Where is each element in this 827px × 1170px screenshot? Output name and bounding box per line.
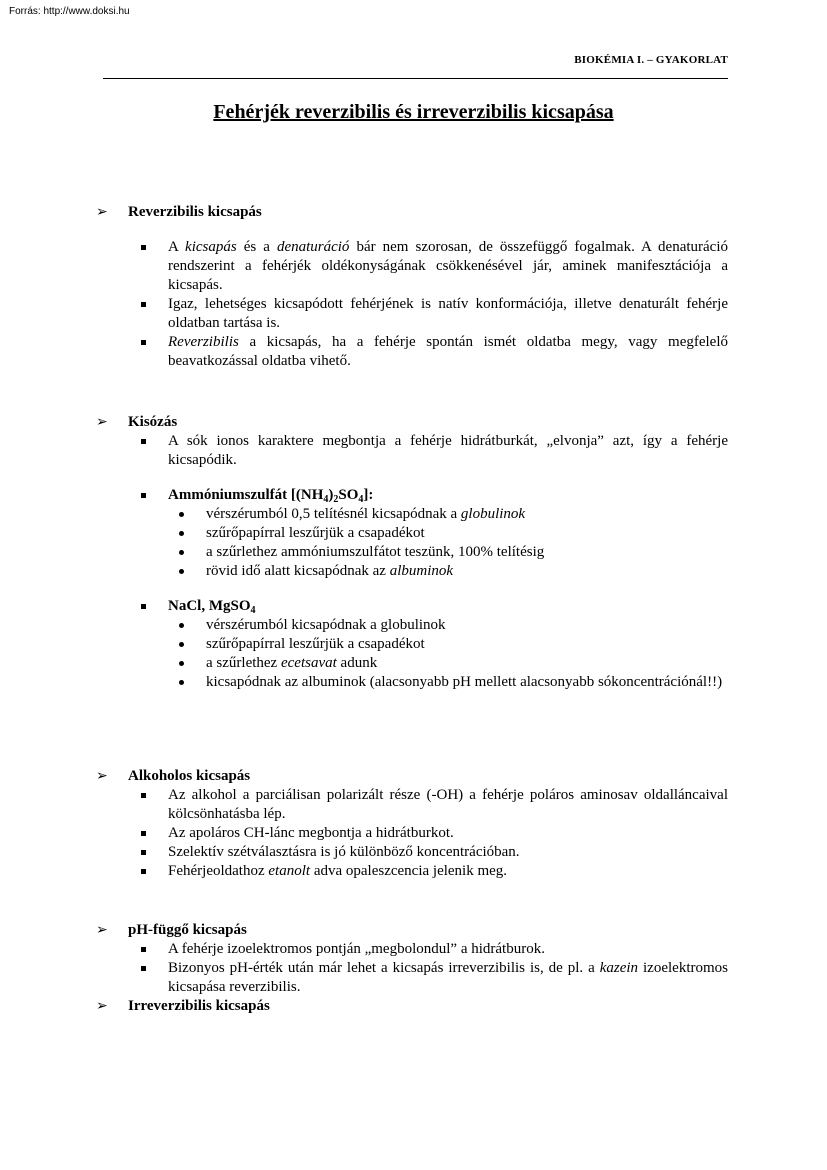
list-item: a szűrlethez ecetsavat adunk [96, 654, 728, 673]
list-item: A sók ionos karaktere megbontja a fehérje hidrátburkát, „elvonja” azt, így a fehérje kicsapódik. [96, 432, 728, 470]
subsection-title: Ammóniumszulfát $[(NH_4)_2SO_4]$: [168, 487, 374, 505]
section-heading: Kisózás [128, 414, 178, 430]
arrowhead-bullet-icon: ➢ [96, 205, 108, 220]
arrowhead-bullet-icon: ➢ [96, 923, 108, 938]
section-heading: pH-függő kicsapás [128, 922, 247, 938]
list-item: Az alkohol a parciálisan polarizált része (-OH) a fehérje poláros aminosav oldalláncaival kölcsönhatásba lép. [96, 786, 728, 824]
list-item: rövid idő alatt kicsapódnak az albuminok [96, 562, 728, 581]
list-item: Fehérjeoldathoz etanolt adva opaleszcencia jelenik meg. [96, 862, 728, 881]
list-item: Bizonyos pH-érték után már lehet a kicsapás irreverzibilis is, de pl. a kazein izoelektromos kicsapása reverzibilis. [96, 959, 728, 997]
list-item: szűrőpapírral leszűrjük a csapadékot [96, 524, 728, 543]
section-heading: Reverzibilis kicsapás [128, 204, 262, 220]
list-item: kicsapódnak az albuminok (alacsonyabb pH mellett alacsonyabb sókoncentrációnál!!) [96, 673, 728, 692]
section-reverzibilis [96, 203, 728, 371]
arrowhead-bullet-icon: ➢ [96, 415, 108, 430]
list-item: Reverzibilis a kicsapás, ha a fehérje spontán ismét oldatba megy, vagy megfelelő beavatkozással oldatba vihető. [96, 333, 728, 371]
subsection-ammoniumszulfat [96, 486, 728, 505]
section-alkoholos [96, 767, 728, 881]
list-item: A fehérje izoelektromos pontján „megbolondul” a hidrátburok. [96, 940, 728, 959]
subsection-title: NaCl, MgSO$_4$ [168, 598, 256, 616]
arrowhead-bullet-icon: ➢ [96, 999, 108, 1014]
section-ph [96, 921, 728, 1016]
list-item: vérszérumból 0,5 telítésnél kicsapódnak a globulinok [96, 505, 728, 524]
subsection-nacl [96, 597, 728, 616]
list-item: A kicsapás és a denaturáció bár nem szorosan, de összefüggő fogalmak. A denaturáció rendszerint a fehérjék oldékonyságának csökkenésével jár, aminek manifesztációja a kicsapás. [96, 238, 728, 295]
running-header: BIOKÉMIA I. – GYAKORLAT [574, 54, 728, 66]
list-item: a szűrlethez ammóniumszulfátot teszünk, 100% telítésig [96, 543, 728, 562]
list-item: Az apoláros CH-lánc megbontja a hidrátburkot. [96, 824, 728, 843]
section-heading: Alkoholos kicsapás [128, 768, 251, 784]
section-heading: Irreverzibilis kicsapás [128, 998, 270, 1014]
arrowhead-bullet-icon: ➢ [96, 769, 108, 784]
page-title: Fehérjék reverzibilis és irreverzibilis kicsapása [213, 101, 614, 123]
list-item: szűrőpapírral leszűrjük a csapadékot [96, 635, 728, 654]
section-kisozas [96, 413, 728, 692]
list-item: vérszérumból kicsapódnak a globulinok [96, 616, 728, 635]
header-rule [103, 78, 728, 79]
list-item: Igaz, lehetséges kicsapódott fehérjének is natív konformációja, illetve denaturált fehérje oldatban tartása is. [96, 295, 728, 333]
source-note: Forrás: http://www.doksi.hu [9, 6, 130, 17]
list-item: Szelektív szétválasztásra is jó különböző koncentrációban. [96, 843, 728, 862]
